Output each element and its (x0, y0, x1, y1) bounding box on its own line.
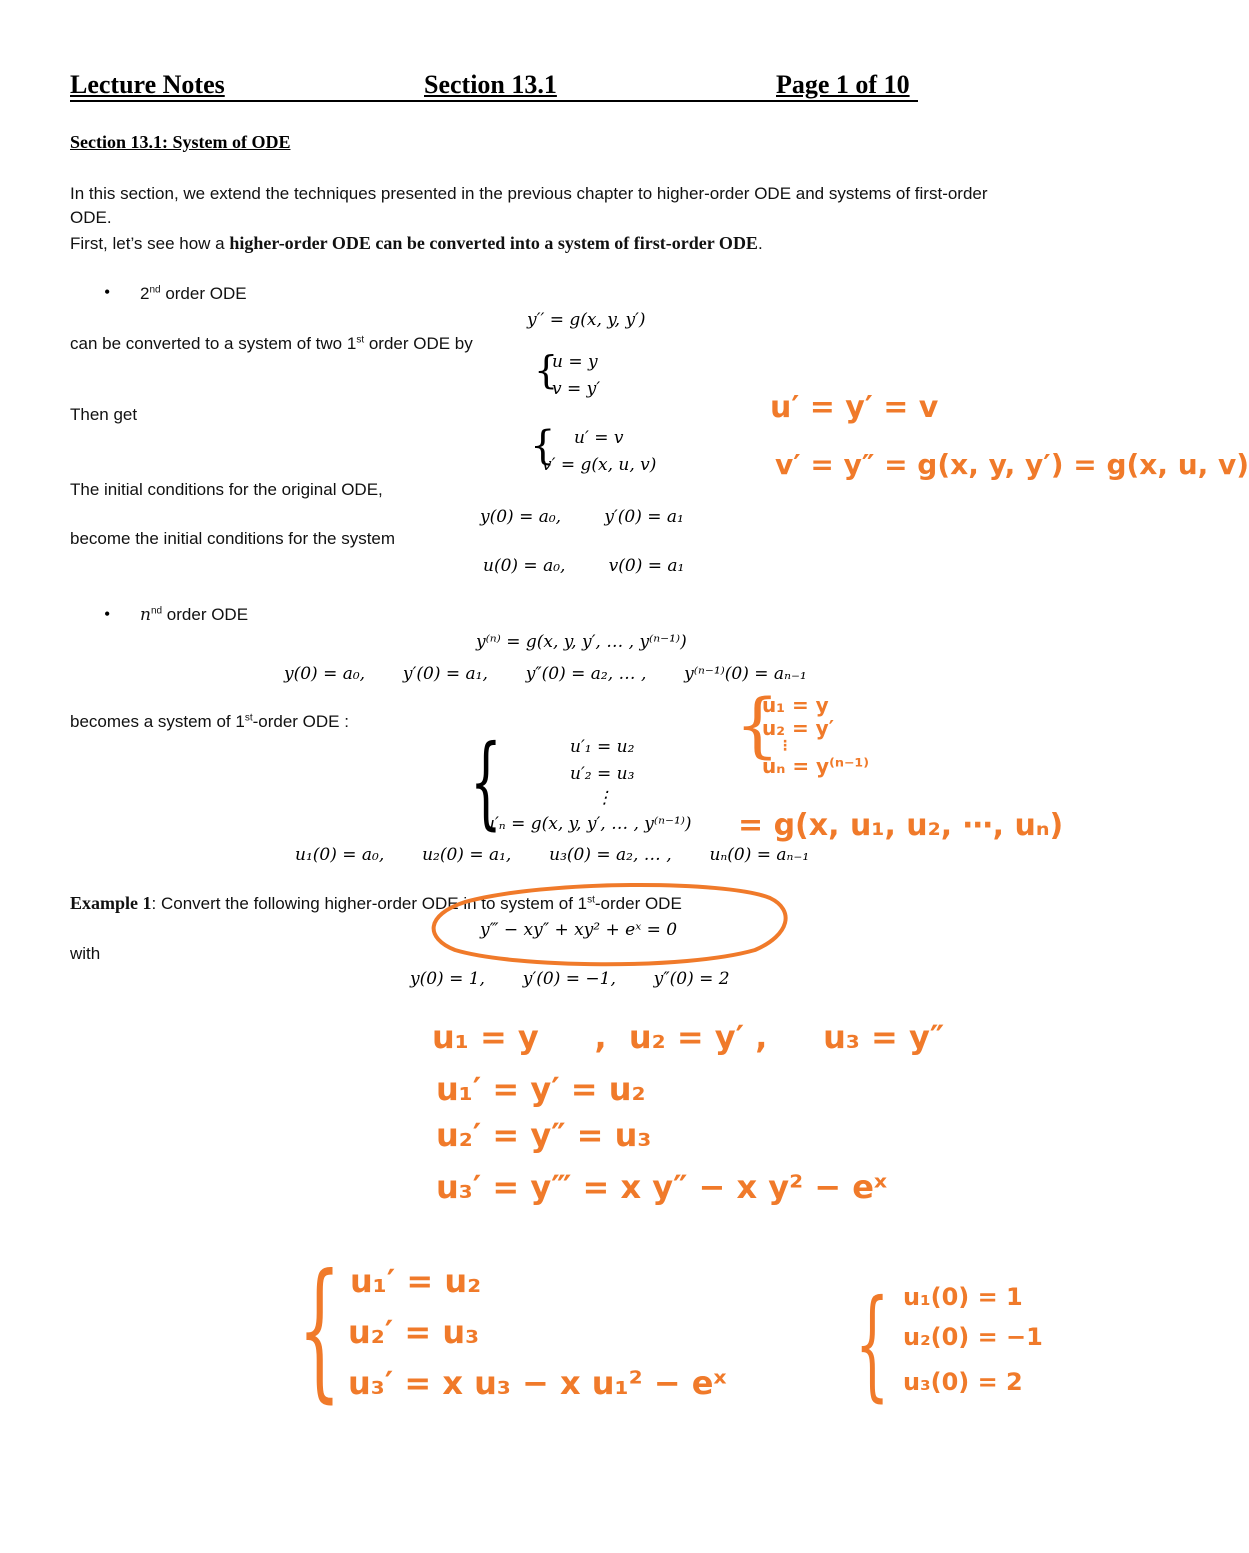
hand-ic-3: u₃(0) = 2 (903, 1368, 1023, 1396)
example-text-pre: : Convert the following higher-order ODE in to system of 1 (151, 894, 588, 913)
hand-sub-un: uₙ = y⁽ⁿ⁻¹⁾ (762, 754, 870, 778)
intro-line-3-pre: First, let’s see how a (70, 234, 230, 253)
becomes-line (70, 712, 349, 732)
convert-sup: st (356, 334, 365, 346)
second-order-sup: nd (149, 284, 161, 296)
nth-sys-n: u′ₙ = g(x, y, y′, … , y⁽ⁿ⁻¹⁾) (484, 814, 692, 834)
convert-pre: can be converted to a system of two 1 (70, 334, 357, 353)
example-text-post: -order ODE (594, 894, 682, 913)
bullet-dot: • (104, 282, 111, 302)
nth-order-heading (140, 605, 248, 625)
hand-brace-1: { (735, 684, 780, 766)
sub-brace: { (534, 348, 559, 392)
nth-sys-1: u′₁ = u₂ (570, 737, 635, 757)
nth-sys-2: u′₂ = u₃ (570, 764, 635, 784)
becomes-post: -order ODE : (252, 712, 349, 731)
header-left: Lecture Notes (70, 70, 225, 99)
system-u: u′ = v (574, 428, 624, 448)
nth-order-equation: y⁽ⁿ⁾ = g(x, y, y′, … , y⁽ⁿ⁻¹⁾) (476, 632, 687, 652)
second-order-num: 2 (140, 284, 150, 303)
hand-sys-1: u₁′ = u₂ (350, 1262, 482, 1300)
intro-line-1: In this section, we extend the techniques presented in the previous chapter to higher-order ODE and systems of first-order (70, 184, 988, 203)
hand-subs: u₁ = y , u₂ = y′ , u₃ = y″ (432, 1018, 945, 1056)
hand-ic-2: u₂(0) = −1 (903, 1323, 1043, 1351)
hand-u-prime: u′ = y′ = v (770, 390, 939, 425)
nth-system-brace: { (470, 723, 502, 840)
hand-v-prime: v′ = y″ = g(x, y, y′) = g(x, u, v) (775, 448, 1249, 481)
hand-brace-2: { (298, 1243, 341, 1417)
example-label: Example 1 (70, 893, 152, 913)
becomes-pre: becomes a system of 1 (70, 712, 245, 731)
hand-sub-u2: u₂ = y′ (762, 716, 834, 740)
nth-sys-dots: ⋮ (596, 788, 613, 808)
nth-order-num: n (140, 605, 151, 625)
sub-v: v = y′ (552, 379, 601, 399)
example-ic: y(0) = 1, y′(0) = −1, y″(0) = 2 (410, 969, 730, 989)
hand-brace-3: { (855, 1275, 890, 1414)
system-brace: { (530, 423, 556, 469)
header-underline (70, 100, 918, 102)
nth-order-sup: nd (150, 605, 163, 617)
second-order-text: order ODE (160, 284, 247, 303)
ic-original: y(0) = a₀, y′(0) = a₁ (480, 507, 684, 527)
ic-label: The initial conditions for the original ODE, (70, 480, 383, 499)
hand-u2-prime: u₂′ = y″ = u₃ (436, 1116, 652, 1154)
system-v: v′ = g(x, u, v) (542, 455, 657, 475)
hand-u1-prime: u₁′ = y′ = u₂ (436, 1070, 646, 1108)
ic-system-label: become the initial conditions for the system (70, 529, 396, 548)
example-text-sup: st (587, 894, 595, 906)
second-order-equation: y′′ = g(x, y, y′) (527, 310, 646, 330)
second-order-heading (140, 284, 247, 304)
header-center: Section 13.1 (424, 70, 557, 99)
hand-sub-dots: ⋮ (778, 738, 792, 754)
equation-circle (425, 880, 805, 970)
intro-line-3 (70, 233, 763, 254)
intro-line-3-bold: higher-order ODE can be converted into a system of first-order ODE (229, 233, 758, 253)
nth-sys-ic: u₁(0) = a₀, u₂(0) = a₁, u₃(0) = a₂, … , uₙ(0) = aₙ₋₁ (295, 845, 810, 865)
hand-sub-u1: u₁ = y (762, 693, 829, 717)
intro-line-3-post: . (757, 234, 763, 253)
becomes-sup: st (244, 712, 253, 724)
example-with: with (70, 944, 101, 963)
hand-ic-1: u₁(0) = 1 (903, 1283, 1023, 1311)
nth-order-ic: y(0) = a₀, y′(0) = a₁, y″(0) = a₂, … , y⁽ⁿ⁻¹⁾(0) = aₙ₋₁ (284, 664, 807, 684)
bullet-dot-2: • (104, 604, 111, 624)
sub-u: u = y (552, 352, 598, 372)
convert-line (70, 334, 473, 354)
hand-sys-3: u₃′ = x u₃ − x u₁² − eˣ (348, 1364, 727, 1402)
nth-order-text: order ODE (162, 605, 249, 624)
ic-system: u(0) = a₀, v(0) = a₁ (483, 556, 685, 576)
hand-g-u: = g(x, u₁, u₂, ⋯, uₙ) (738, 808, 1064, 843)
then-get: Then get (70, 405, 138, 424)
convert-post: order ODE by (364, 334, 473, 353)
section-title: Section 13.1: System of ODE (70, 132, 291, 152)
intro-line-2: ODE. (70, 208, 112, 227)
hand-u3-prime: u₃′ = y‴ = x y″ − x y² − eˣ (436, 1168, 888, 1206)
example-equation: y‴ − xy″ + xy² + eˣ = 0 (480, 920, 678, 940)
hand-sys-2: u₂′ = u₃ (348, 1313, 480, 1351)
header-right: Page 1 of 10 (776, 70, 910, 99)
